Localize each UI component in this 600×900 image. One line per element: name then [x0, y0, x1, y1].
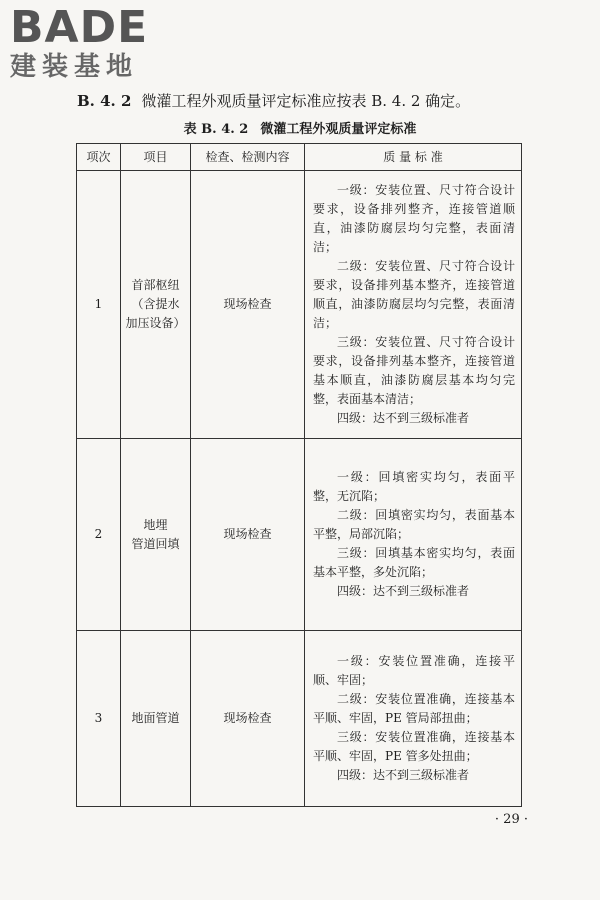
quality-standard-table: [76, 143, 522, 807]
standard-grade-4: 四级：达不到三级标准者: [337, 584, 470, 598]
item-line: 管道回填: [131, 536, 180, 551]
standard-grade-3: 三级：回填基本密实均匀，表面基本平整，多处沉陷；: [313, 546, 515, 579]
header-no: 项次: [77, 144, 121, 171]
item-line: 地面管道: [131, 711, 180, 725]
row-item: [121, 439, 191, 631]
table-row: [77, 171, 522, 439]
standard-grade-1: 一级：安装位置、尺寸符合设计要求，设备排列整齐，连接管道顺直，油漆防腐层均匀完整，表面清洁；: [313, 183, 515, 254]
standard-grade-1: 一级：安装位置准确，连接平顺、牢固；: [313, 654, 515, 687]
table-row: [77, 631, 522, 807]
standard-grade-2: 二级：回填密实均匀，表面基本平整，局部沉陷；: [313, 508, 515, 541]
header-method: 检查、检测内容: [191, 144, 305, 171]
standard-grade-1: 一级：回填密实均匀，表面平整，无沉陷；: [313, 470, 515, 503]
row-method: 现场检查: [191, 631, 305, 807]
section-text: 微灌工程外观质量评定标准应按表 B. 4. 2 确定。: [141, 92, 471, 110]
header-standard: 质 量 标 准: [305, 144, 522, 171]
table-header-row: [77, 144, 522, 171]
row-standards: [305, 171, 522, 439]
standard-grade-2: 二级：安装位置、尺寸符合设计要求，设备排列基本整齐，连接管道顺直，油漆防腐层均匀完整，表面清洁；: [313, 259, 515, 330]
item-line: （含提水: [131, 297, 180, 311]
logo-wordmark: BADE: [10, 2, 149, 53]
item-line: 地埋: [143, 517, 168, 532]
item-line: 加压设备）: [125, 316, 186, 330]
section-number: B. 4. 2: [77, 92, 132, 110]
table-caption: [0, 122, 600, 138]
table-number: 表 B. 4. 2: [183, 122, 249, 137]
row-item: [121, 171, 191, 439]
logo-subtitle: 建装基地: [10, 52, 139, 82]
section-heading: [77, 92, 470, 110]
row-no: 3: [77, 631, 121, 807]
row-standards: [305, 631, 522, 807]
standard-grade-4: 四级：达不到三级标准者: [337, 768, 470, 782]
standard-grade-4: 四级：达不到三级标准者: [337, 411, 470, 425]
row-method: 现场检查: [191, 171, 305, 439]
brand-logo: [10, 2, 149, 82]
table-row: [77, 439, 522, 631]
standard-grade-3: 三级：安装位置、尺寸符合设计要求，设备排列基本整齐，连接管道基本顺直，油漆防腐层基本均匀完整，表面基本清洁；: [313, 335, 515, 406]
row-item: [121, 631, 191, 807]
row-no: 1: [77, 171, 121, 439]
header-item: 项目: [121, 144, 191, 171]
row-method: 现场检查: [191, 439, 305, 631]
page-number: · 29 ·: [494, 812, 528, 827]
standard-grade-2: 二级：安装位置准确，连接基本平顺、牢固，PE 管局部扭曲；: [313, 692, 515, 725]
item-line: 首部枢纽: [131, 278, 180, 292]
standard-grade-3: 三级：安装位置准确，连接基本平顺、牢固，PE 管多处扭曲；: [313, 730, 515, 763]
row-no: 2: [77, 439, 121, 631]
row-standards: [305, 439, 522, 631]
table-title: 微灌工程外观质量评定标准: [260, 122, 417, 137]
